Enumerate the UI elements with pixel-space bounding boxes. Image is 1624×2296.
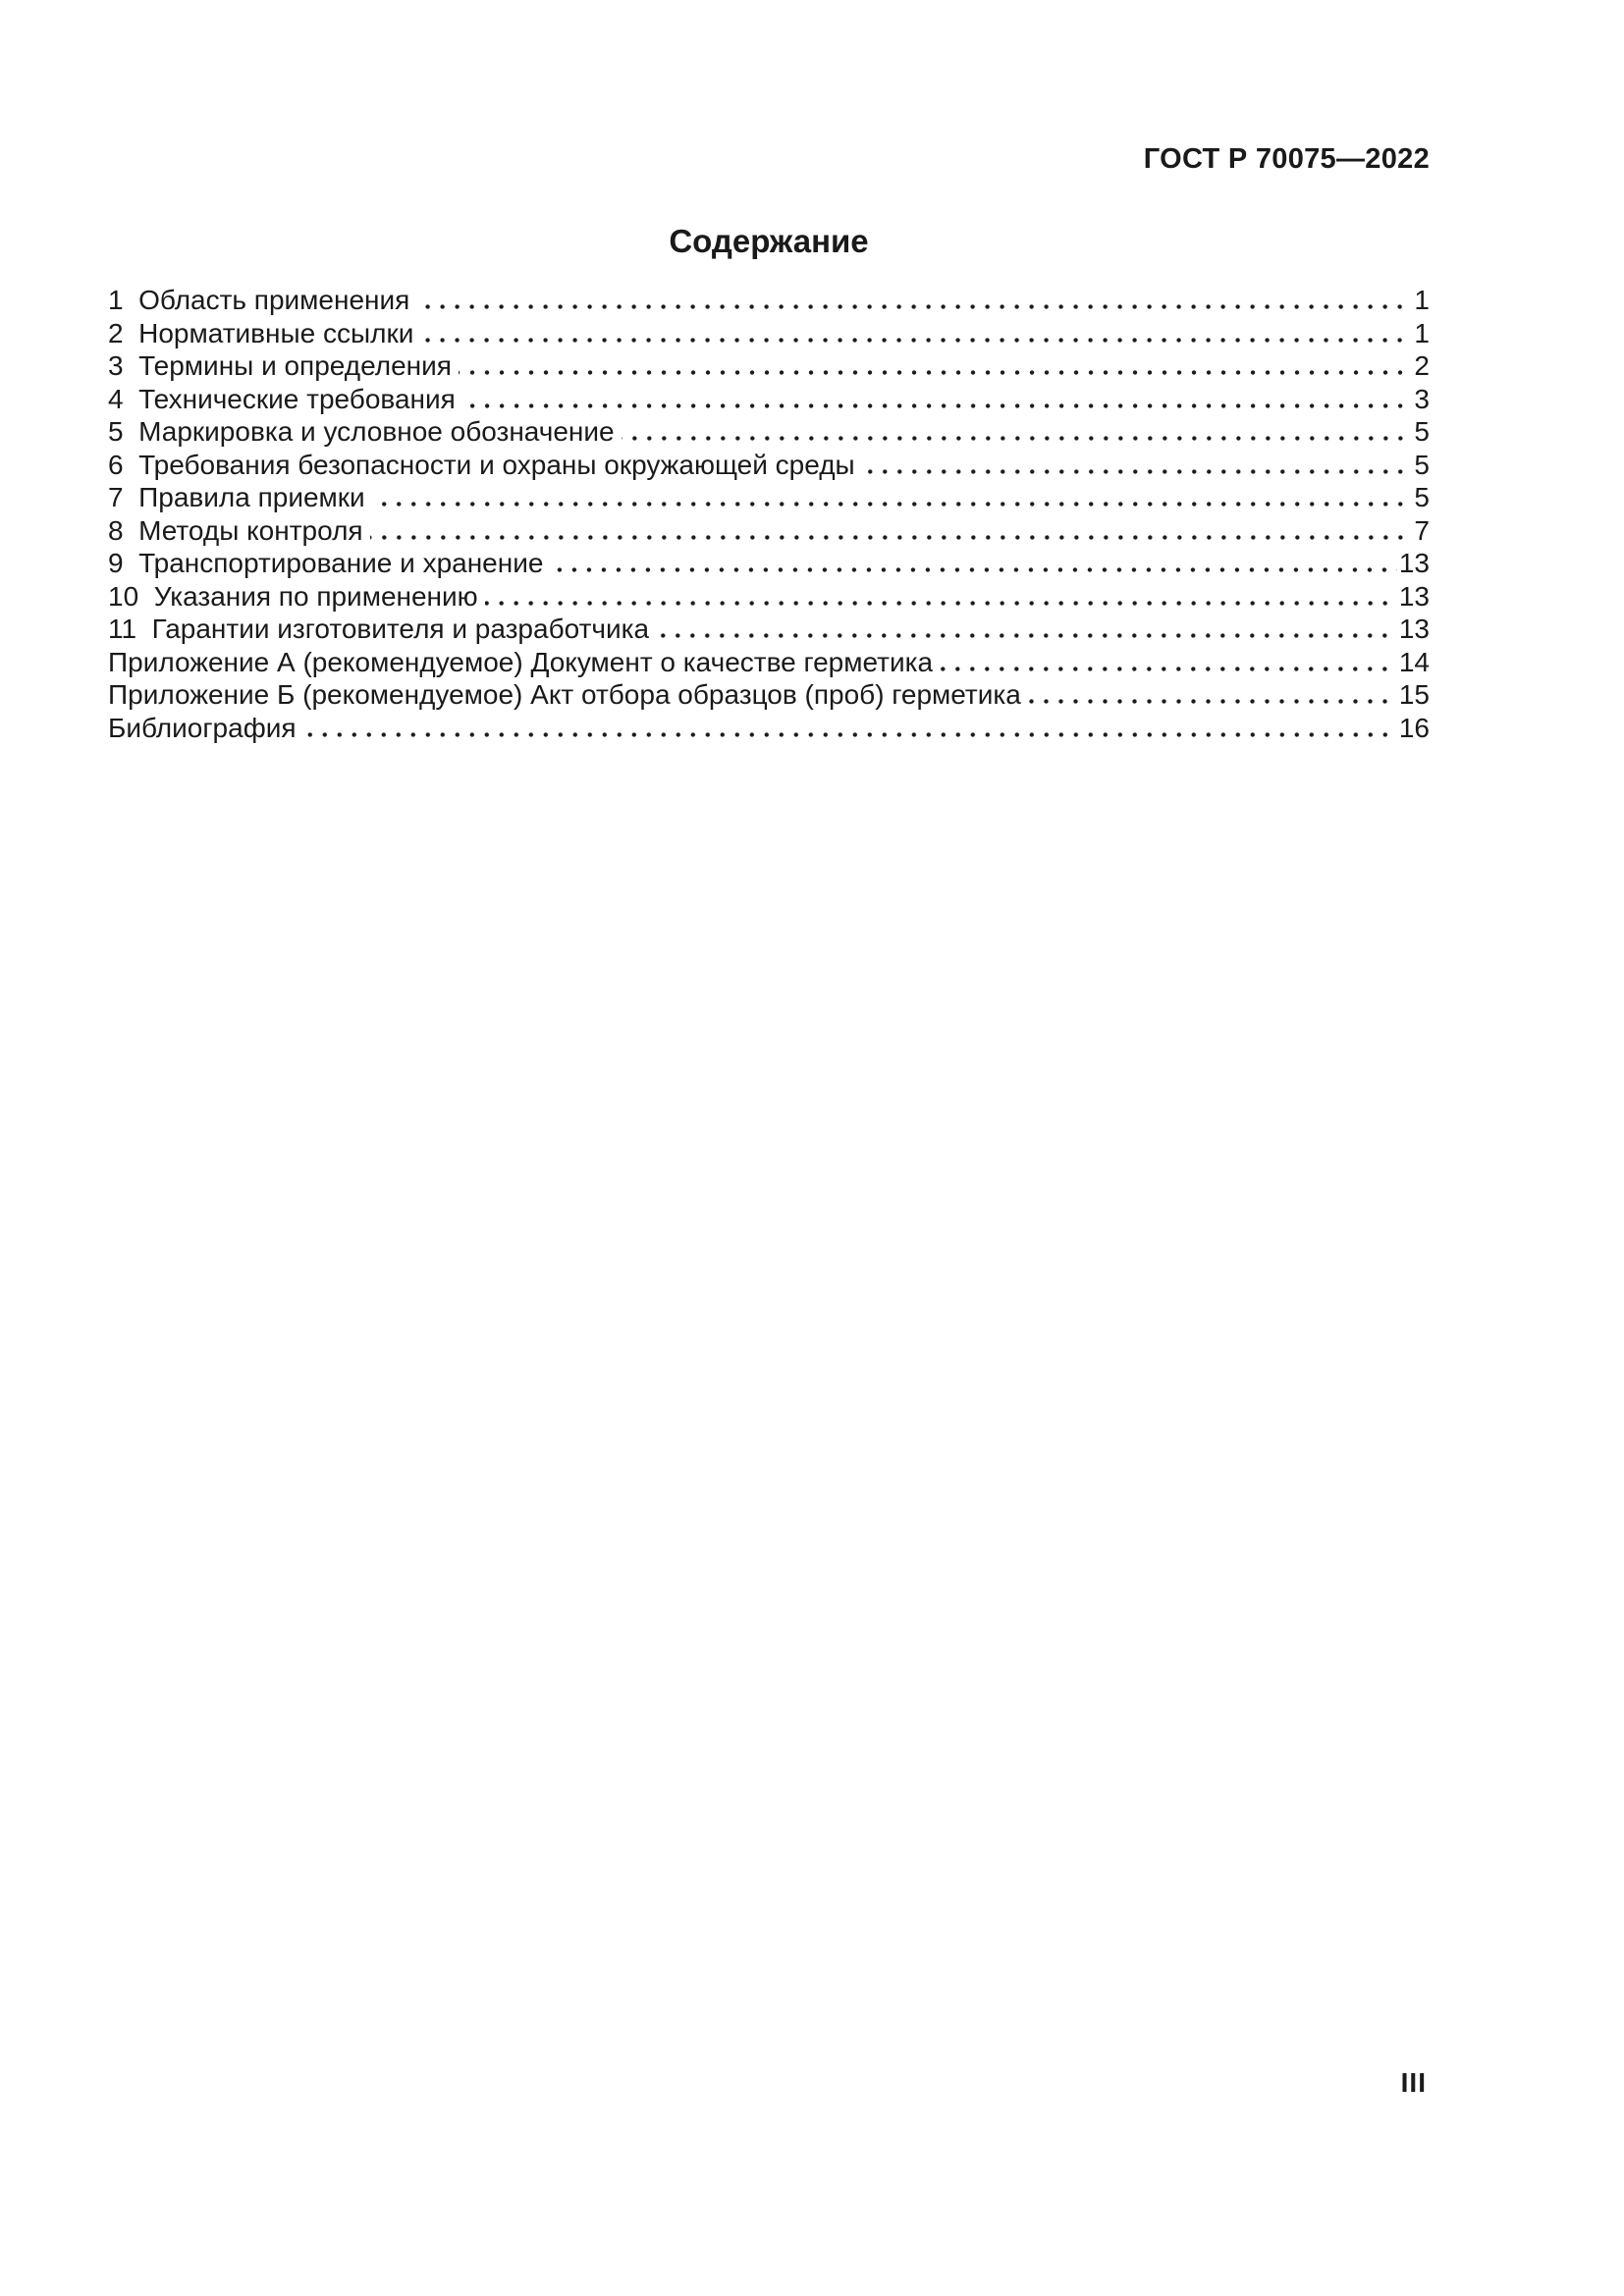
dot-leader	[372, 502, 1413, 507]
toc-row	[108, 580, 1430, 614]
dot-leader	[370, 535, 1413, 540]
dot-leader	[862, 469, 1413, 474]
toc-entry-label: 5 Маркировка и условное обозначение	[108, 416, 615, 447]
toc-entry-label: 2 Нормативные ссылки	[108, 317, 414, 348]
toc-entry-label: 10 Указания по применению	[108, 580, 478, 612]
toc-row	[108, 449, 1430, 482]
toc-row	[108, 481, 1430, 514]
toc-entry-label: Библиография	[108, 712, 297, 743]
toc-entry-label: 8 Методы контроля	[108, 514, 363, 546]
toc-row	[108, 712, 1430, 745]
dot-leader	[656, 633, 1397, 638]
doc-code: ГОСТ Р 70075—2022	[1143, 143, 1430, 175]
toc-row	[108, 349, 1430, 383]
toc-row	[108, 415, 1430, 449]
dot-leader	[462, 403, 1413, 408]
toc-row	[108, 383, 1430, 416]
dot-leader	[1028, 699, 1397, 704]
toc-entry-label: 9 Транспортирование и хранение	[108, 548, 544, 578]
toc-row	[108, 547, 1430, 580]
toc-entry-page: 13	[1398, 580, 1430, 612]
toc-entry-page: 3	[1414, 383, 1430, 414]
toc-row	[108, 613, 1430, 646]
toc-entry-page: 13	[1398, 614, 1430, 644]
dot-leader	[940, 667, 1397, 671]
toc-entry-page: 13	[1398, 548, 1430, 578]
toc-entry-page: 14	[1398, 646, 1430, 677]
toc-row	[108, 284, 1430, 317]
toc-entry-page: 7	[1414, 514, 1430, 546]
dot-leader	[459, 370, 1413, 375]
toc-entry-page: 5	[1414, 449, 1430, 480]
dot-leader	[485, 601, 1397, 606]
toc-entry-label: 11 Гарантии изготовителя и разработчика	[108, 614, 650, 644]
toc-row	[108, 678, 1430, 712]
toc-entry-page: 5	[1414, 482, 1430, 512]
toc-entry-label: Приложение А (рекомендуемое) Документ о качестве герметика	[108, 646, 934, 677]
toc-entry-page: 16	[1398, 712, 1430, 743]
dot-leader	[622, 436, 1413, 441]
toc-row	[108, 317, 1430, 350]
page-folio: III	[1400, 2067, 1427, 2098]
toc-entry-label: 3 Термины и определения	[108, 350, 452, 381]
toc-entry-page: 1	[1414, 285, 1430, 315]
toc-entry-page: 1	[1414, 317, 1430, 348]
toc-entry-label: 4 Технические требования	[108, 383, 456, 414]
page-title: Содержание	[669, 223, 869, 259]
toc-entry-label: Приложение Б (рекомендуемое) Акт отбора образцов (проб) герметика	[108, 679, 1021, 710]
dot-leader	[303, 732, 1397, 737]
toc-list	[108, 284, 1430, 744]
toc-entry-label: 1 Область применения	[108, 285, 410, 315]
dot-leader	[416, 304, 1412, 309]
dot-leader	[550, 567, 1396, 572]
toc-entry-label: 6 Требования безопасности и охраны окружающей среды	[108, 449, 855, 480]
toc-entry-label: 7 Правила приемки	[108, 482, 365, 512]
toc-row	[108, 646, 1430, 679]
toc-entry-page: 15	[1398, 679, 1430, 710]
text-block	[108, 0, 1430, 2296]
dot-leader	[420, 338, 1412, 343]
toc-entry-page: 5	[1414, 416, 1430, 447]
toc-row	[108, 514, 1430, 548]
toc-entry-page: 2	[1414, 350, 1430, 381]
